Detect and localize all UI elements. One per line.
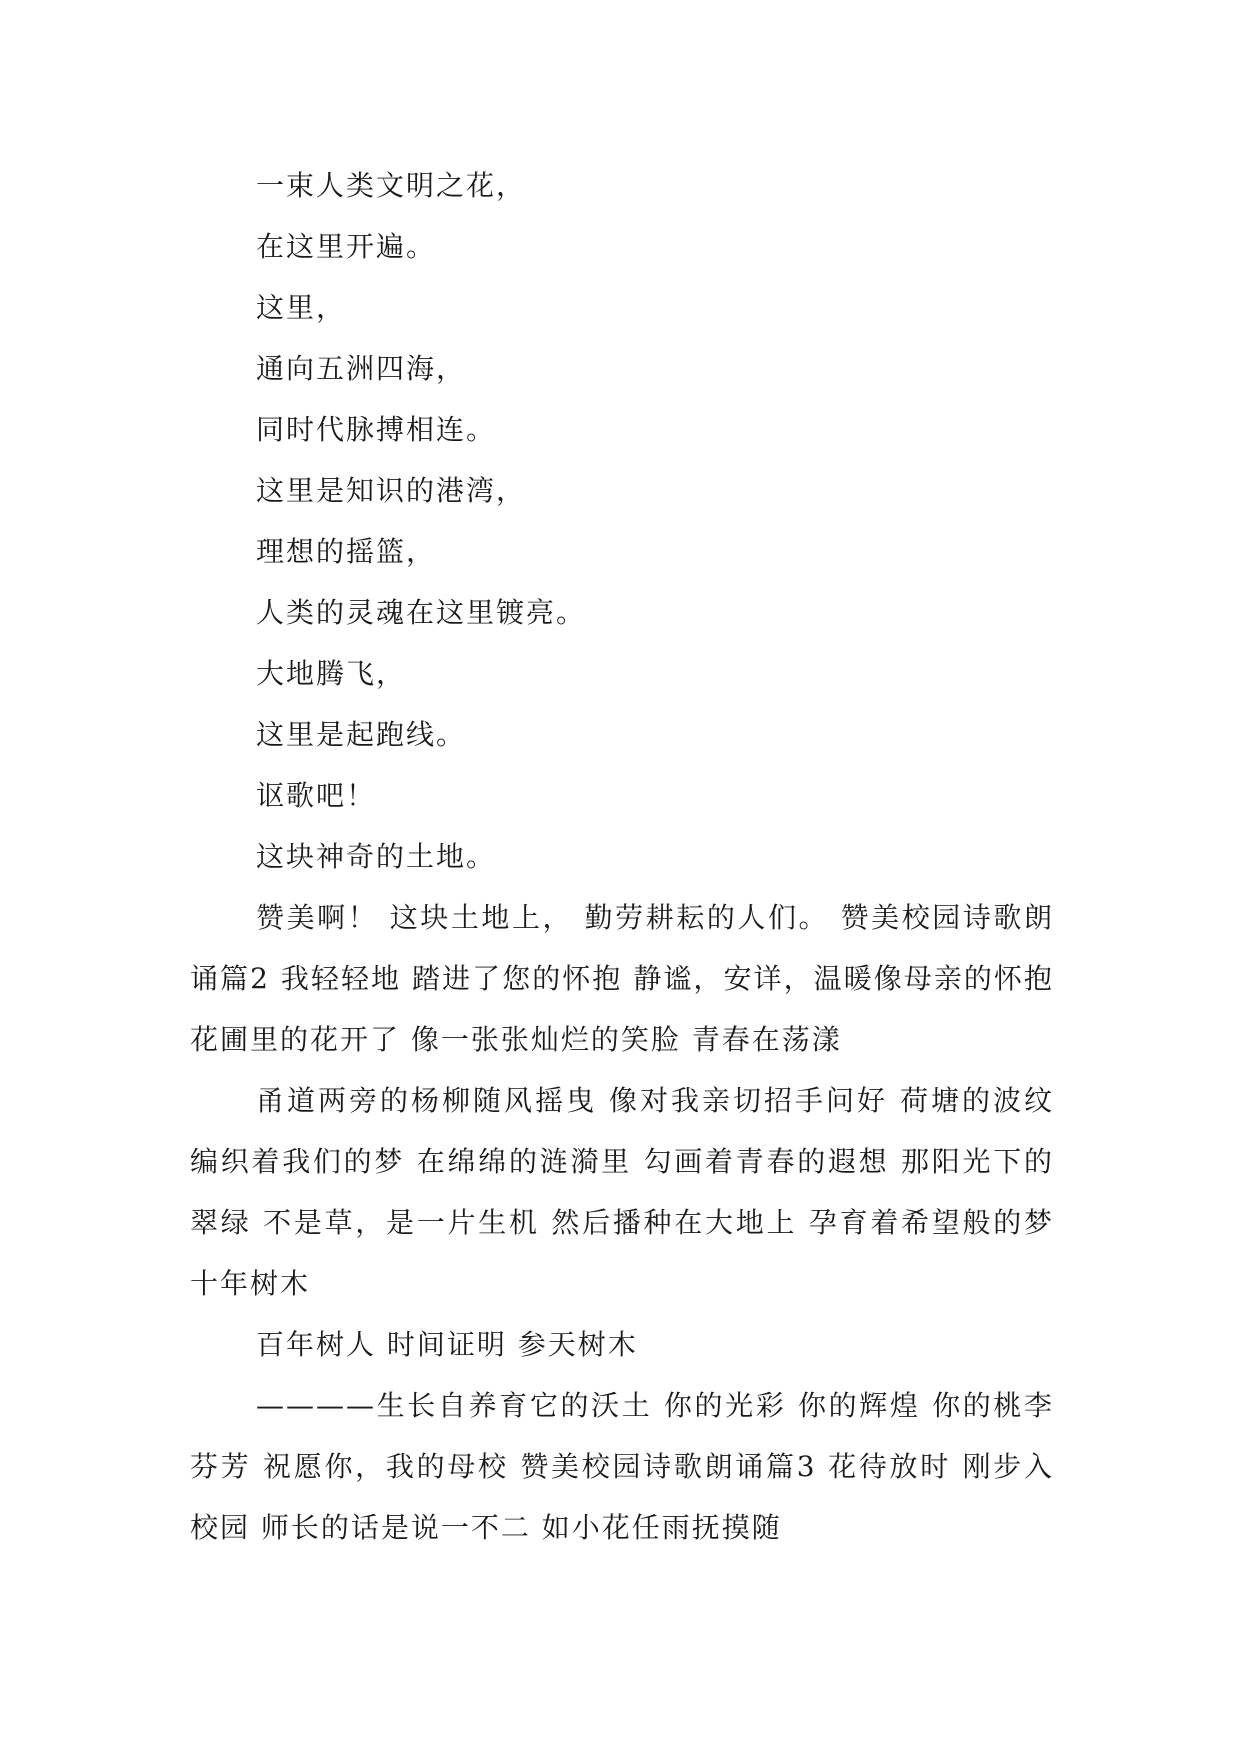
poem-line: 这里是知识的港湾， bbox=[256, 474, 527, 507]
poem-line: 人类的灵魂在这里镀亮。 bbox=[256, 596, 587, 629]
poem-line: 讴歌吧！ bbox=[256, 779, 377, 812]
poem-line: 这里是起跑线。 bbox=[256, 718, 467, 751]
poem-line: 这里， bbox=[256, 291, 347, 324]
poem-line: 理想的摇篮， bbox=[256, 535, 437, 568]
poem-line: 同时代脉搏相连。 bbox=[256, 413, 497, 446]
poem-line: 这块神奇的土地。 bbox=[256, 840, 497, 873]
poem-line: 一束人类文明之花， bbox=[256, 169, 527, 202]
body-paragraph: ————生长自养育它的沃土 你的光彩 你的辉煌 你的桃李芬芳 祝愿你，我的母校 赞美校园诗歌朗诵篇3 花待放时 刚步入校园 师长的话是说一不二 如小花任雨抚摸随 bbox=[190, 1389, 1054, 1544]
body-paragraph: 赞美啊！ 这块土地上， 勤劳耕耘的人们。 赞美校园诗歌朗诵篇2 我轻轻地 踏进了您的怀抱 静谧，安详，温暖像母亲的怀抱 花圃里的花开了 像一张张灿烂的笑脸 青春在荡漾 bbox=[190, 901, 1054, 1056]
body-paragraph: 甬道两旁的杨柳随风摇曳 像对我亲切招手问好 荷塘的波纹 编织着我们的梦 在绵绵的涟漪里 勾画着青春的遐想 那阳光下的翠绿 不是草，是一片生机 然后播种在大地上 孕育着希望般的梦 十年树木 bbox=[190, 1084, 1054, 1300]
poem-line: 在这里开遍。 bbox=[256, 230, 437, 263]
poem-line: 通向五洲四海， bbox=[256, 352, 467, 385]
body-paragraph: 百年树人 时间证明 参天树木 bbox=[256, 1328, 638, 1361]
document-body bbox=[190, 155, 1054, 1558]
poem-line: 大地腾飞， bbox=[256, 657, 407, 690]
